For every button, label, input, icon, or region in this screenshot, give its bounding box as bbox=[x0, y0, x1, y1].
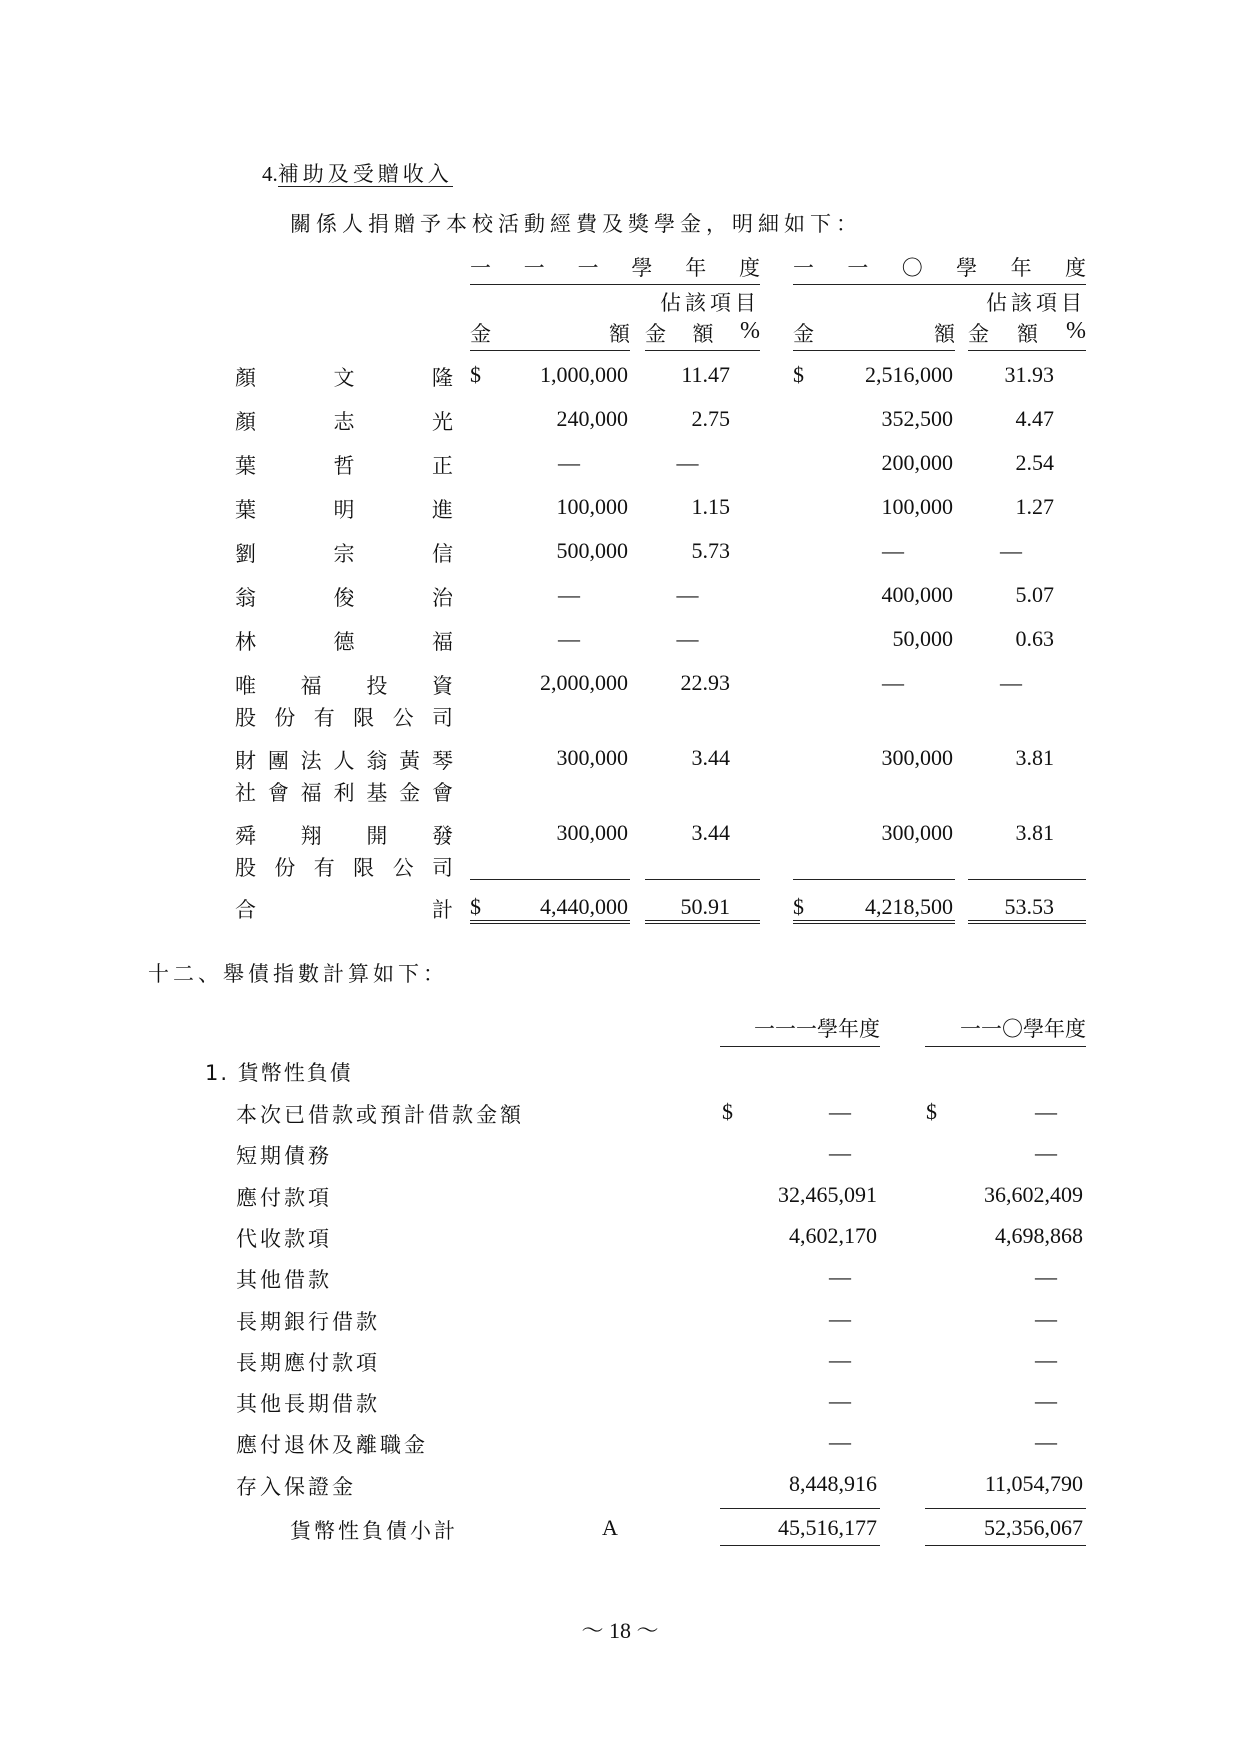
donor-name-char: 團 bbox=[267, 749, 289, 773]
cell-y110-amount: 400,000 bbox=[881, 582, 953, 607]
donor-name bbox=[235, 450, 453, 480]
year-header-char: 一 bbox=[793, 256, 814, 280]
donor-name bbox=[235, 626, 453, 656]
cell-y111-amount: 300,000 bbox=[556, 820, 628, 845]
year-header-char: 〇 bbox=[901, 256, 923, 280]
donor-name-char: 福 bbox=[300, 674, 322, 698]
total-y111-pct: 50.91 bbox=[680, 894, 730, 919]
subtotal-rule bbox=[925, 1508, 1086, 1509]
currency-symbol: $ bbox=[793, 362, 804, 387]
liability-label: 本次已借款或預計借款金額 bbox=[236, 1103, 524, 1127]
amount-header-left: 金 bbox=[470, 322, 491, 346]
donor-name-char: 翁 bbox=[366, 749, 388, 773]
pct-header-char: % bbox=[1066, 318, 1086, 344]
cell-y110-amount: 352,500 bbox=[881, 406, 953, 431]
cell-y110-amount: — bbox=[882, 538, 904, 563]
page-number: ～ 18 ～ bbox=[581, 1618, 659, 1643]
donor-name-char: 公 bbox=[392, 856, 414, 880]
amount-header-left: 金 bbox=[793, 322, 814, 346]
cell-y111-pct: 2.75 bbox=[691, 406, 730, 431]
subtotal-marker: A bbox=[602, 1515, 618, 1540]
donor-name-char: 人 bbox=[333, 749, 355, 773]
cell-y110-amount: 50,000 bbox=[892, 626, 953, 651]
cell-y111-pct: 5.73 bbox=[691, 538, 730, 563]
donor-name-char: 進 bbox=[432, 498, 453, 522]
total-y110-amount: 4,218,500 bbox=[865, 894, 953, 919]
liability-y111: — bbox=[829, 1388, 851, 1413]
year-header-char: 度 bbox=[1064, 256, 1086, 280]
pct-header-char: 金 bbox=[968, 322, 989, 346]
donor-name bbox=[235, 362, 453, 392]
cell-y110-amount: 2,516,000 bbox=[865, 362, 953, 387]
section-4-number: 4. bbox=[262, 162, 278, 186]
year-header-110 bbox=[793, 252, 1086, 285]
total-double-rule bbox=[968, 920, 1086, 924]
donor-name-char: 琴 bbox=[431, 749, 453, 773]
donor-name-char: 份 bbox=[274, 706, 296, 730]
donor-name-char: 財 bbox=[235, 749, 256, 773]
pct-header-line2 bbox=[968, 318, 1086, 351]
subtotal-rule bbox=[793, 879, 955, 880]
cell-y111-pct: 3.44 bbox=[691, 745, 730, 770]
liability-y110: — bbox=[1035, 1099, 1057, 1124]
donor-name-char: 基 bbox=[366, 781, 388, 805]
liability-y111: 32,465,091 bbox=[778, 1182, 877, 1207]
donor-name-char: 舜 bbox=[235, 824, 256, 848]
cell-y111-amount: — bbox=[558, 582, 580, 607]
subtotal-label: 貨幣性負債小計 bbox=[290, 1519, 458, 1543]
pct-header-line1: 佔該項目 bbox=[986, 291, 1086, 315]
liability-y111: — bbox=[829, 1264, 851, 1289]
total-label-char: 計 bbox=[432, 898, 453, 922]
cell-y111-pct: — bbox=[676, 582, 699, 607]
donor-name-char: 公 bbox=[392, 706, 414, 730]
donor-name-char: 葉 bbox=[235, 454, 256, 478]
currency-symbol: $ bbox=[793, 894, 804, 919]
donor-name-char: 明 bbox=[333, 498, 355, 522]
donor-name-line2 bbox=[235, 852, 453, 882]
subtotal-underline bbox=[925, 1545, 1086, 1546]
donor-name-char: 俊 bbox=[333, 586, 355, 610]
donor-name-char: 哲 bbox=[333, 454, 355, 478]
donor-name-char: 資 bbox=[431, 674, 453, 698]
section-4-intro: 關係人捐贈予本校活動經費及獎學金，明細如下： bbox=[290, 212, 862, 236]
donor-name-char: 金 bbox=[399, 781, 421, 805]
cell-y110-pct: 2.54 bbox=[1015, 450, 1054, 475]
donor-name-char: 利 bbox=[333, 781, 355, 805]
donor-name-char: 股 bbox=[235, 706, 256, 730]
donor-name-char: 唯 bbox=[235, 674, 256, 698]
cell-y111-pct: 3.44 bbox=[691, 820, 730, 845]
liability-label: 其他借款 bbox=[236, 1268, 332, 1292]
donor-name-char: 顏 bbox=[235, 410, 256, 434]
donor-name bbox=[235, 494, 453, 524]
donor-name-char: 限 bbox=[353, 856, 375, 880]
cell-y110-pct: 0.63 bbox=[1015, 626, 1054, 651]
donor-name-char: 社 bbox=[235, 781, 256, 805]
total-y110-pct: 53.53 bbox=[1004, 894, 1054, 919]
donor-name-char: 治 bbox=[432, 586, 453, 610]
donor-name bbox=[235, 406, 453, 436]
cell-y111-pct: — bbox=[676, 450, 699, 475]
donor-name-char: 光 bbox=[432, 410, 453, 434]
cell-y111-amount: 240,000 bbox=[556, 406, 628, 431]
donor-name-char: 會 bbox=[431, 781, 453, 805]
donor-name-char: 劉 bbox=[235, 542, 256, 566]
liability-y110: — bbox=[1035, 1347, 1057, 1372]
donor-name-char: 份 bbox=[274, 856, 296, 880]
liability-y111: — bbox=[829, 1306, 851, 1331]
pct-header-line2 bbox=[645, 318, 760, 351]
donor-name-char: 正 bbox=[432, 454, 453, 478]
total-label bbox=[235, 894, 453, 924]
liability-label: 代收款項 bbox=[236, 1227, 332, 1251]
cell-y110-pct: 31.93 bbox=[1004, 362, 1054, 387]
liability-y110: 4,698,868 bbox=[995, 1223, 1083, 1248]
donor-name-char: 福 bbox=[432, 630, 453, 654]
year-header-111: 一一一學年度 bbox=[720, 1013, 880, 1047]
liability-label: 短期債務 bbox=[236, 1144, 332, 1168]
liability-label: 存入保證金 bbox=[236, 1475, 356, 1499]
cell-y110-pct: 5.07 bbox=[1015, 582, 1054, 607]
liability-label: 應付退休及離職金 bbox=[236, 1433, 428, 1457]
section-4-title: 補助及受贈收入 bbox=[277, 162, 453, 186]
liability-y110: — bbox=[1035, 1388, 1057, 1413]
year-header-111 bbox=[470, 252, 760, 285]
donor-name-char: 宗 bbox=[333, 542, 355, 566]
donor-name-char: 顏 bbox=[235, 366, 256, 390]
pct-header-char: 額 bbox=[692, 322, 714, 346]
cell-y110-pct: 1.27 bbox=[1015, 494, 1054, 519]
amount-header-right: 額 bbox=[609, 322, 630, 346]
donor-name-char: 德 bbox=[333, 630, 355, 654]
cell-y110-amount: 300,000 bbox=[881, 745, 953, 770]
cell-y111-amount: 300,000 bbox=[556, 745, 628, 770]
year-header-char: 一 bbox=[577, 256, 599, 280]
cell-y110-pct: — bbox=[1000, 538, 1022, 563]
total-label-char: 合 bbox=[235, 898, 256, 922]
liability-y110: 36,602,409 bbox=[984, 1182, 1083, 1207]
cell-y111-amount: — bbox=[558, 626, 580, 651]
liability-y110: — bbox=[1035, 1140, 1057, 1165]
cell-y110-pct: 4.47 bbox=[1015, 406, 1054, 431]
donor-name bbox=[235, 745, 453, 775]
donor-name-char: 文 bbox=[333, 366, 355, 390]
cell-y110-pct: — bbox=[1000, 670, 1022, 695]
total-double-rule bbox=[645, 920, 760, 924]
liability-y110: — bbox=[1035, 1429, 1057, 1454]
pct-header-line1: 佔該項目 bbox=[660, 291, 760, 315]
amount-header bbox=[470, 318, 630, 351]
donor-name-char: 會 bbox=[267, 781, 289, 805]
amount-header bbox=[793, 318, 955, 351]
donor-name-char: 隆 bbox=[432, 366, 453, 390]
cell-y111-amount: 1,000,000 bbox=[540, 362, 628, 387]
total-double-rule bbox=[470, 920, 630, 924]
subtotal-rule bbox=[720, 1508, 880, 1509]
year-header-char: 一 bbox=[847, 256, 869, 280]
subtotal-rule bbox=[968, 879, 1086, 880]
cell-y110-pct: 3.81 bbox=[1015, 745, 1054, 770]
subtotal-y110: 52,356,067 bbox=[984, 1515, 1083, 1540]
year-header-char: 年 bbox=[685, 256, 707, 280]
cell-y111-pct: 11.47 bbox=[681, 362, 730, 387]
liability-y110: — bbox=[1035, 1306, 1057, 1331]
liability-y111: — bbox=[829, 1429, 851, 1454]
donor-name-char: 有 bbox=[313, 856, 335, 880]
donor-name-line2 bbox=[235, 777, 453, 807]
donor-name bbox=[235, 582, 453, 612]
subtotal-y111: 45,516,177 bbox=[778, 1515, 877, 1540]
donor-name-char: 葉 bbox=[235, 498, 256, 522]
year-header-char: 一 bbox=[470, 256, 491, 280]
year-header-char: 學 bbox=[631, 256, 653, 280]
total-double-rule bbox=[793, 920, 955, 924]
donor-name bbox=[235, 670, 453, 700]
liability-label: 長期應付款項 bbox=[236, 1351, 380, 1375]
currency-symbol: $ bbox=[470, 894, 481, 919]
year-header-110: 一一〇學年度 bbox=[925, 1013, 1086, 1047]
section-12-title: 十二、舉債指數計算如下： bbox=[148, 962, 448, 986]
amount-header-right: 額 bbox=[934, 322, 955, 346]
liability-y111: 4,602,170 bbox=[789, 1223, 877, 1248]
cell-y111-amount: 500,000 bbox=[556, 538, 628, 563]
donor-name-char: 司 bbox=[431, 856, 453, 880]
donor-name-char: 開 bbox=[366, 824, 388, 848]
currency-symbol: $ bbox=[722, 1099, 733, 1124]
cell-y110-amount: — bbox=[882, 670, 904, 695]
donor-name-char: 林 bbox=[235, 630, 256, 654]
liability-label: 其他長期借款 bbox=[236, 1392, 380, 1416]
donor-name bbox=[235, 538, 453, 568]
currency-symbol: $ bbox=[926, 1099, 937, 1124]
total-y111-amount: 4,440,000 bbox=[540, 894, 628, 919]
cell-y111-amount: 100,000 bbox=[556, 494, 628, 519]
subtotal-rule bbox=[470, 879, 630, 880]
donor-name-char: 法 bbox=[300, 749, 322, 773]
year-header-char: 一 bbox=[523, 256, 545, 280]
cell-y111-pct: 22.93 bbox=[680, 670, 730, 695]
donor-name-char: 黃 bbox=[399, 749, 421, 773]
section-4-heading bbox=[262, 158, 453, 188]
liability-y111: — bbox=[829, 1347, 851, 1372]
donor-name-char: 發 bbox=[431, 824, 453, 848]
pct-header-char: 額 bbox=[1017, 322, 1038, 346]
donor-name-char: 股 bbox=[235, 856, 256, 880]
liability-y110: — bbox=[1035, 1264, 1057, 1289]
cell-y110-amount: 100,000 bbox=[881, 494, 953, 519]
currency-symbol: $ bbox=[470, 362, 481, 387]
donor-name-char: 信 bbox=[432, 542, 453, 566]
cell-y111-amount: 2,000,000 bbox=[540, 670, 628, 695]
donor-name-char: 司 bbox=[431, 706, 453, 730]
donor-name-char: 志 bbox=[333, 410, 355, 434]
donor-name-char: 翔 bbox=[300, 824, 322, 848]
group-title: 1. 貨幣性負債 bbox=[205, 1061, 353, 1085]
liability-y111: — bbox=[829, 1140, 851, 1165]
donor-name bbox=[235, 820, 453, 850]
donor-name-char: 翁 bbox=[235, 586, 256, 610]
cell-y110-amount: 200,000 bbox=[881, 450, 953, 475]
liability-y110: 11,054,790 bbox=[984, 1471, 1083, 1496]
cell-y110-amount: 300,000 bbox=[881, 820, 953, 845]
year-header-char: 年 bbox=[1010, 256, 1032, 280]
year-header-char: 度 bbox=[738, 256, 760, 280]
year-header-char: 學 bbox=[956, 256, 978, 280]
cell-y111-pct: 1.15 bbox=[691, 494, 730, 519]
subtotal-rule bbox=[645, 879, 760, 880]
liability-label: 長期銀行借款 bbox=[236, 1310, 380, 1334]
subtotal-underline bbox=[720, 1545, 880, 1546]
donor-name-char: 投 bbox=[366, 674, 388, 698]
liability-y111: — bbox=[829, 1099, 851, 1124]
liability-y111: 8,448,916 bbox=[789, 1471, 877, 1496]
donor-name-char: 有 bbox=[313, 706, 335, 730]
liability-label: 應付款項 bbox=[236, 1186, 332, 1210]
cell-y111-amount: — bbox=[558, 450, 580, 475]
cell-y110-pct: 3.81 bbox=[1015, 820, 1054, 845]
pct-header-char: 金 bbox=[645, 322, 666, 346]
pct-header-char: % bbox=[740, 318, 760, 344]
donor-name-line2 bbox=[235, 702, 453, 732]
cell-y111-pct: — bbox=[676, 626, 699, 651]
donor-name-char: 限 bbox=[353, 706, 375, 730]
donor-name-char: 福 bbox=[300, 781, 322, 805]
